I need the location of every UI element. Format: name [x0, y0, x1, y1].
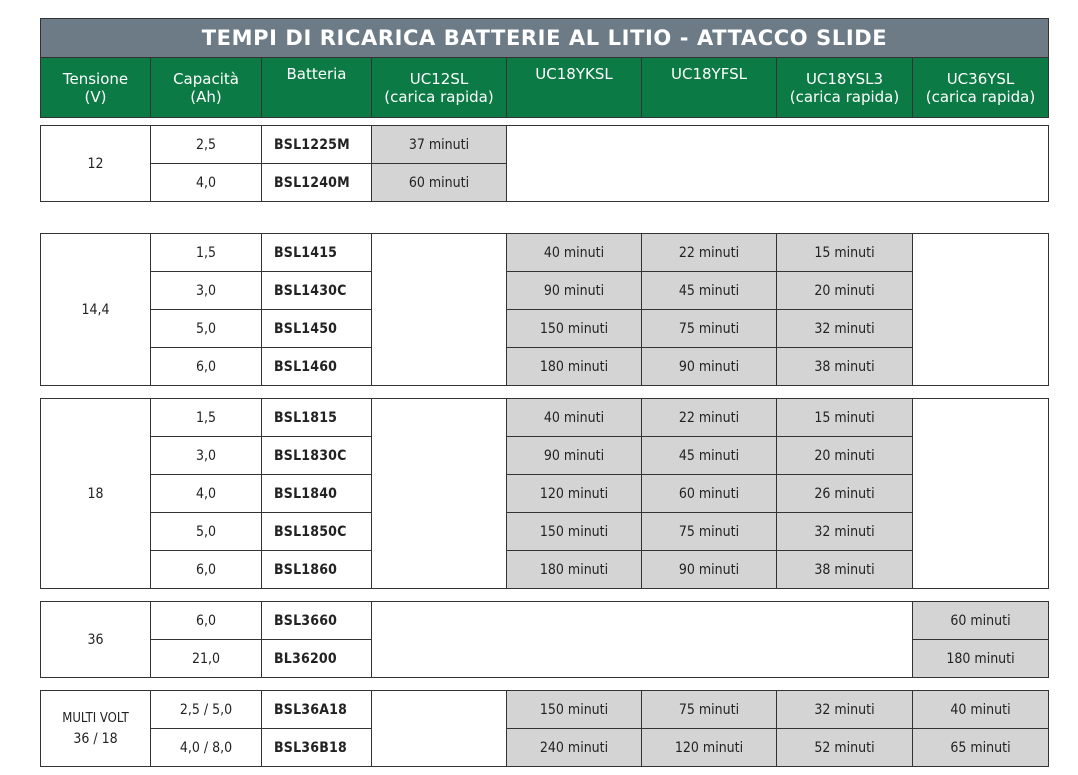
time-uc18yksl: 180 minuti — [507, 348, 642, 386]
time-uc18ysl3: 38 minuti — [777, 551, 913, 589]
capacity-cell: 3,0 — [151, 437, 262, 475]
capacity-cell: 1,5 — [151, 234, 262, 272]
battery-cell: BSL1815 — [262, 399, 372, 437]
header-uc36ysl: UC36YSL (carica rapida) — [913, 58, 1049, 118]
time-uc18yfsl: 75 minuti — [642, 691, 777, 729]
time-uc18yfsl: 90 minuti — [642, 551, 777, 589]
time-uc18yfsl: 120 minuti — [642, 729, 777, 767]
time-uc18yfsl: 45 minuti — [642, 272, 777, 310]
time-uc18ysl3: 15 minuti — [777, 234, 913, 272]
capacity-cell: 3,0 — [151, 272, 262, 310]
battery-cell: BSL3660 — [262, 602, 372, 640]
table-row — [41, 513, 1049, 551]
capacity-cell: 2,5 — [151, 126, 262, 164]
header-uc18yksl: UC18YKSL — [507, 58, 642, 118]
time-uc18yfsl: 45 minuti — [642, 437, 777, 475]
time-uc18yfsl: 60 minuti — [642, 475, 777, 513]
time-uc18ysl3: 20 minuti — [777, 437, 913, 475]
time-uc18yfsl: 22 minuti — [642, 399, 777, 437]
battery-cell: BSL1225M — [262, 126, 372, 164]
table-row — [41, 126, 1049, 164]
time-uc36ysl: 65 minuti — [913, 729, 1049, 767]
time-uc18yfsl: 75 minuti — [642, 310, 777, 348]
table-row — [41, 602, 1049, 640]
time-uc18ysl3: 32 minuti — [777, 691, 913, 729]
time-uc18ysl3: 20 minuti — [777, 272, 913, 310]
header-voltage: Tensione (V) — [41, 58, 151, 118]
time-uc12sl: 37 minuti — [372, 126, 507, 164]
time-uc18yksl: 90 minuti — [507, 272, 642, 310]
time-uc36ysl: 180 minuti — [913, 640, 1049, 678]
header-uc12sl: UC12SL (carica rapida) — [372, 58, 507, 118]
group-36v — [40, 601, 1049, 678]
capacity-cell: 6,0 — [151, 348, 262, 386]
voltage-line2: 36 / 18 — [73, 730, 118, 747]
battery-cell: BSL36A18 — [262, 691, 372, 729]
header-uc18yfsl: UC18YFSL — [642, 58, 777, 118]
time-uc18yfsl: 75 minuti — [642, 513, 777, 551]
time-uc18yksl: 40 minuti — [507, 399, 642, 437]
empty-cell — [372, 234, 507, 386]
voltage-line1: MULTI VOLT — [62, 710, 129, 726]
capacity-cell: 6,0 — [151, 602, 262, 640]
table-row — [41, 234, 1049, 272]
time-uc18yksl: 150 minuti — [507, 513, 642, 551]
table-row — [41, 348, 1049, 386]
header-capacity: Capacità (Ah) — [151, 58, 262, 118]
capacity-cell: 4,0 / 8,0 — [151, 729, 262, 767]
time-uc18yksl: 240 minuti — [507, 729, 642, 767]
table-row — [41, 729, 1049, 767]
time-uc18yksl: 90 minuti — [507, 437, 642, 475]
battery-cell: BSL1450 — [262, 310, 372, 348]
battery-cell: BSL1860 — [262, 551, 372, 589]
time-uc18yksl: 150 minuti — [507, 310, 642, 348]
time-uc18yksl: 150 minuti — [507, 691, 642, 729]
group-12v — [40, 125, 1049, 202]
table-title: TEMPI DI RICARICA BATTERIE AL LITIO - ATTACCO SLIDE — [40, 18, 1049, 58]
time-uc18yfsl: 90 minuti — [642, 348, 777, 386]
capacity-cell: 5,0 — [151, 513, 262, 551]
capacity-cell: 4,0 — [151, 475, 262, 513]
battery-cell: BSL1840 — [262, 475, 372, 513]
time-uc18yfsl: 22 minuti — [642, 234, 777, 272]
table-row — [41, 272, 1049, 310]
table-row — [41, 437, 1049, 475]
time-uc12sl: 60 minuti — [372, 164, 507, 202]
group-14v — [40, 233, 1049, 386]
time-uc18ysl3: 15 minuti — [777, 399, 913, 437]
battery-cell: BSL1430C — [262, 272, 372, 310]
group-18v — [40, 398, 1049, 589]
time-uc18yksl: 40 minuti — [507, 234, 642, 272]
battery-cell: BSL1415 — [262, 234, 372, 272]
battery-cell: BSL1850C — [262, 513, 372, 551]
table-row — [41, 691, 1049, 729]
capacity-cell: 5,0 — [151, 310, 262, 348]
time-uc36ysl: 40 minuti — [913, 691, 1049, 729]
capacity-cell: 6,0 — [151, 551, 262, 589]
empty-cell — [507, 126, 1049, 202]
table-row — [41, 310, 1049, 348]
battery-cell: BSL1240M — [262, 164, 372, 202]
voltage-cell: 12 — [41, 126, 151, 202]
time-uc36ysl: 60 minuti — [913, 602, 1049, 640]
table-row — [41, 399, 1049, 437]
capacity-cell: 4,0 — [151, 164, 262, 202]
empty-cell — [372, 399, 507, 589]
time-uc18ysl3: 52 minuti — [777, 729, 913, 767]
time-uc18ysl3: 32 minuti — [777, 513, 913, 551]
empty-cell — [372, 691, 507, 767]
time-uc18yksl: 180 minuti — [507, 551, 642, 589]
capacity-cell: 21,0 — [151, 640, 262, 678]
voltage-cell: 14,4 — [41, 234, 151, 386]
time-uc18ysl3: 38 minuti — [777, 348, 913, 386]
voltage-cell: 36 — [41, 602, 151, 678]
time-uc18ysl3: 26 minuti — [777, 475, 913, 513]
battery-cell: BSL1460 — [262, 348, 372, 386]
header-row — [40, 57, 1049, 118]
empty-cell — [372, 602, 913, 678]
voltage-cell — [41, 691, 151, 767]
header-battery: Batteria — [262, 58, 372, 118]
group-multivolt — [40, 690, 1049, 767]
battery-cell: BSL36B18 — [262, 729, 372, 767]
empty-cell — [913, 234, 1049, 386]
battery-cell: BL36200 — [262, 640, 372, 678]
time-uc18ysl3: 32 minuti — [777, 310, 913, 348]
capacity-cell: 2,5 / 5,0 — [151, 691, 262, 729]
time-uc18yksl: 120 minuti — [507, 475, 642, 513]
capacity-cell: 1,5 — [151, 399, 262, 437]
table-row — [41, 475, 1049, 513]
voltage-cell: 18 — [41, 399, 151, 589]
header-uc18ysl3: UC18YSL3 (carica rapida) — [777, 58, 913, 118]
battery-cell: BSL1830C — [262, 437, 372, 475]
table-row — [41, 551, 1049, 589]
empty-cell — [913, 399, 1049, 589]
